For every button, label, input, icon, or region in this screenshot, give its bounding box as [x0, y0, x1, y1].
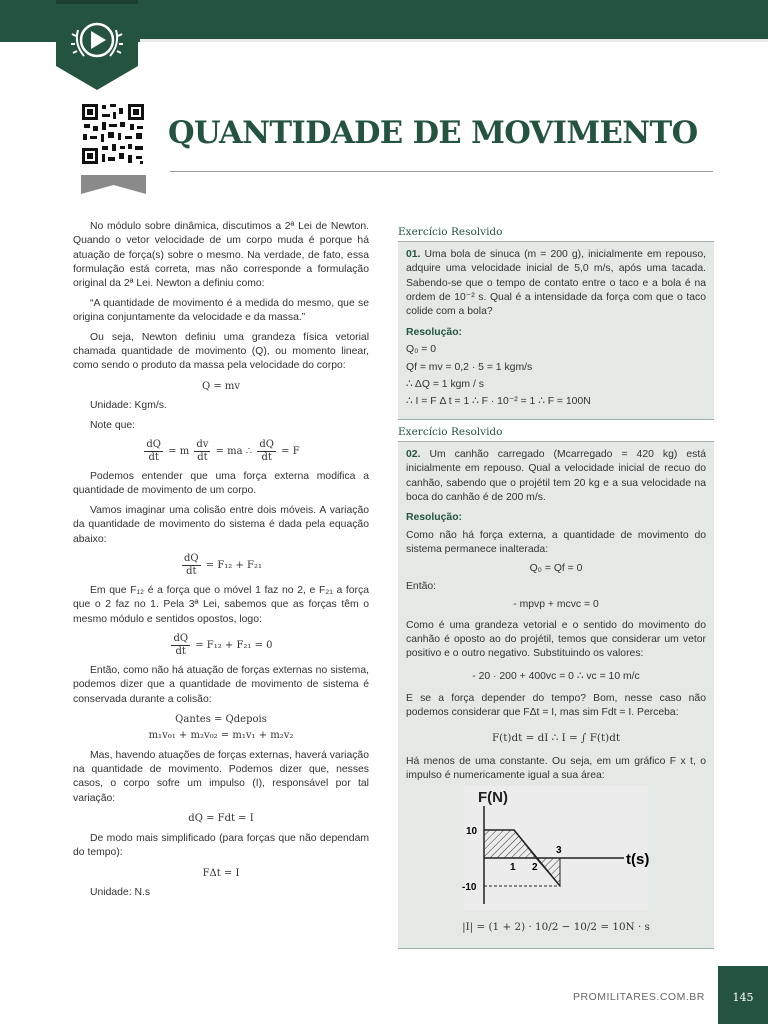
paragraph: Então, como não há atuação de forças externas no sistema, podemos dizer que a quantidade de movimento de sistema é conservada durante a colisão:	[73, 664, 369, 705]
solution-equation: - mpvp + mcvc = 0	[513, 599, 599, 611]
solution-text: E se a força depender do tempo? Bom, nesse caso não podemos considerar que FΔt = I, mas sim Fdt = I. Perceba:	[406, 693, 706, 719]
paragraph: No módulo sobre dinâmica, discutimos a 2ª Lei de Newton. Quando o vetor velocidade de um corpo muda é porque há atuação de força(s) sobre o mesmo. Na verdade, de fato, essa formulação está correta, mas não corresponde a formulação original da 2ª Lei. Newton a definiu como:	[73, 221, 369, 290]
page-number: 145	[718, 966, 768, 1024]
unit-label: Unidade: N.s	[90, 887, 151, 899]
resolution-label: Resolução:	[406, 326, 463, 338]
paragraph: Ou seja, Newton definiu uma grandeza física vetorial chamada quantidade de movimento (Q), ou momento linear, como sendo o produto da massa pela velocidade do corpo:	[73, 331, 369, 372]
chapter-badge	[56, 0, 138, 90]
x-axis-label: t(s)	[626, 850, 650, 868]
equation-conservation: Qantes = Qdepois	[175, 714, 267, 726]
exercise-heading: Exercício Resolvido	[398, 226, 503, 238]
equation-derivative: $\frac{dQ}{dt}$ = m $\frac{dv}{dt}$ = ma ∴ $\frac{dQ}{dt}$ = F	[146, 439, 300, 464]
exercise-text: 01. Uma bola de sinuca (m = 200 g), inicialmente em repouso, adquire uma velocidade inicial de 5,0 m/s, após uma tacada. Sabendo-se que o tempo de contato entre o taco e a bola é na ordem de 10⁻² s. Qual é a intensidade da força com que o taco colide com a bola?	[406, 249, 706, 318]
exercise-box-2	[398, 441, 714, 949]
y-tick-bottom: -10	[462, 881, 477, 893]
solution-line: Qf = mv = 0,2 · 5 = 1 kgm/s	[406, 361, 533, 373]
exercise-text: 02. Um canhão carregado (Mcarregado = 420 kg) está inicialmente em repouso. Qual a velocidade inicial de recuo do canhão, sabendo que o projétil tem 20 kg e a sua velocidade na boca do canhão é de 200 m/s.	[406, 449, 706, 504]
force-time-graph	[406, 786, 706, 914]
paragraph: De modo mais simplificado (para forças que não dependam do tempo):	[73, 832, 369, 859]
solution-line: ∴ ΔQ = 1 kgm / s	[406, 378, 484, 390]
paragraph: Mas, havendo atuações de forças externas, haverá variação na quantidade de movimento. Podemos dizer que, nesses casos, o corpo sofre um impulso (I), responsável por tal variação:	[73, 749, 369, 804]
y-tick-top: 10	[466, 825, 478, 837]
paragraph: Podemos entender que uma força externa modifica a quantidade de movimento de um corpo.	[73, 471, 369, 497]
page-title: QUANTIDADE DE MOVIMENTO	[168, 115, 698, 151]
exercise-box-1	[398, 241, 714, 420]
equation-sum-zero: $\frac{dQ}{dt}$ = F₁₂ + F₂₁ = 0	[173, 632, 273, 657]
x-tick-2: 2	[532, 861, 538, 873]
solution-line: Então:	[406, 580, 437, 592]
solution-text: Como não há força externa, a quantidade de movimento do sistema permanece inalterada:	[406, 529, 706, 556]
equation-momentum: m₁v₀₁ + m₂v₀₂ = m₁v₁ + m₂v₂	[148, 729, 294, 741]
left-column	[73, 220, 369, 906]
paragraph: Vamos imaginar uma colisão entre dois móveis. A variação da quantidade de movimento do sistema é dada pela equação abaixo:	[73, 504, 369, 545]
solution-text: Há menos de uma constante. Ou seja, em um gráfico F x t, o impulso é numericamente igual a sua área:	[406, 756, 706, 782]
solution-text: Como é uma grandeza vetorial e o sentido do movimento do canhão é oposto ao do projétil, temos que considerar um vetor positivo e o outro negativo. Substituindo os valores:	[406, 619, 706, 660]
title-divider	[170, 171, 713, 172]
equation-impulse: dQ = Fdt = I	[188, 813, 254, 825]
solution-equation: F(t)dt = dI ∴ I = ∫ F(t)dt	[491, 731, 621, 744]
y-axis-label: F(N)	[478, 788, 508, 806]
exercise-heading: Exercício Resolvido	[398, 426, 503, 438]
x-tick-3: 3	[556, 844, 562, 856]
note-label: Note que:	[90, 419, 136, 431]
resolution-label: Resolução:	[406, 512, 463, 524]
qr-code[interactable]	[80, 102, 146, 166]
equation: Q = mv	[201, 380, 241, 392]
solution-equation: Q₀ = Qf = 0	[529, 562, 583, 574]
paragraph: Em que F₁₂ é a força que o móvel 1 faz no 2, e F₂₁ a força que o 2 faz no 1. Pela 3ª Lei, sabemos que as forças têm o mesmo módulo e sentidos opostos, logo:	[73, 584, 369, 625]
equation-impulse-const: FΔt = I	[202, 867, 240, 879]
solution-line: Q₀ = 0	[406, 344, 437, 356]
footer-url[interactable]: PROMILITARES.COM.BR	[573, 991, 705, 1003]
quote: “A quantidade de movimento é a medida do mesmo, que se origina conjuntamente da velocidade e da massa.”	[73, 297, 369, 324]
qr-ribbon	[81, 175, 146, 194]
x-tick-1: 1	[510, 861, 516, 873]
impulse-result: |I| = (1 + 2) · 10/2 − 10/2 = 10N · s	[462, 920, 650, 933]
equation-collision: $\frac{dQ}{dt}$ = F₁₂ + F₂₁	[183, 552, 262, 577]
unit-label: Unidade: Kgm/s.	[90, 400, 167, 412]
solution-line: ∴ I = F Δ t = 1 ∴ F · 10⁻² = 1 ∴ F = 100N	[406, 396, 591, 408]
solution-equation: - 20 · 200 + 400vc = 0 ∴ vc = 10 m/c	[472, 670, 640, 682]
